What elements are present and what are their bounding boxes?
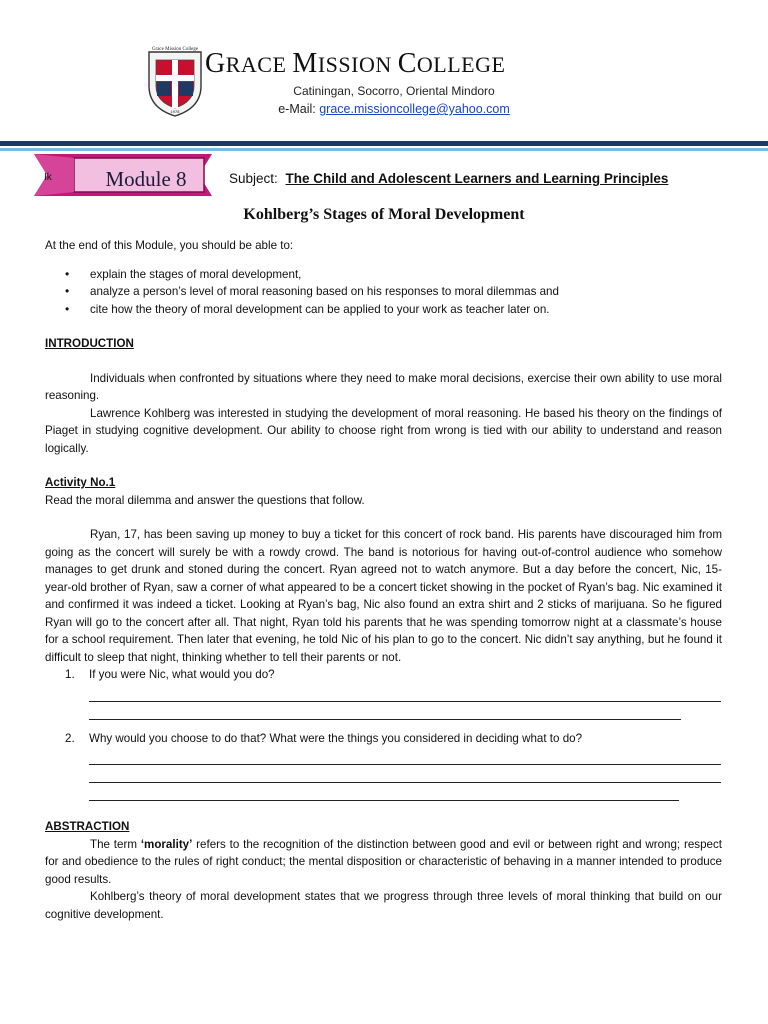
objective-item: • analyze a person’s level of moral reasoning based on his responses to moral dilemmas and [61, 283, 722, 301]
page-header [0, 38, 768, 138]
header-divider-light [0, 148, 768, 151]
document-title: Kohlberg’s Stages of Moral Development [243, 206, 525, 223]
question-number: 2. [65, 731, 75, 745]
introduction-heading: INTRODUCTION [45, 337, 134, 350]
question-text: Why would you choose to do that? What were the things you considered in deciding what to do? [89, 731, 583, 745]
svg-text:1978: 1978 [170, 109, 180, 114]
objectives-intro: At the end of this Module, you should be able to: [45, 239, 294, 252]
school-address: Catiningan, Socorro, Oriental Mindoro [293, 84, 495, 98]
school-name: GRACE MISSION COLLEGE [205, 48, 506, 79]
objectives-list [45, 266, 722, 319]
school-email [0, 102, 768, 116]
answer-line[interactable] [89, 684, 721, 702]
question-2 [45, 730, 722, 748]
subject-value: The Child and Adolescent Learners and Learning Principles [285, 171, 669, 186]
answer-line[interactable] [89, 765, 721, 783]
abstraction-paragraph: Kohlberg’s theory of moral development states that we progress through three levels of moral thinking that build on our cognitive development. [45, 890, 722, 921]
subject-line [229, 171, 668, 186]
question-text: If you were Nic, what would you do? [89, 668, 275, 681]
activity-instruction: Read the moral dilemma and answer the questions that follow. [45, 493, 365, 507]
document-body [45, 237, 722, 923]
moral-dilemma-story: Ryan, 17, has been saving up money to buy a ticket for this concert of rock band. His parents have discouraged him from going as the concert will surely be with a rowdy crowd. The band is notorious for having out-of-control audience who somehow manages to get drunk and stoned during the concert. Ryan agreed not to watch anymore. But a day before the concert, Nic, 15-year-old brother of Ryan, saw a corner of what appeared to be a concert ticket showing in the pocket of Ryan’s bag. Nic examined it and confirmed it was indeed a ticket. Looking at Ryan’s bag, Nic also found an extra shirt and 2 sticks of marijuana. So he figured Ryan will go to the concert after all. That night, Ryan told his parents that he was spending tomorrow night at a classmate’s house for a school requirement. Then later that evening, he told Nic of his plan to go to the concert. Nic didn’t say anything, but he found it difficult to sleep that night, thinking whether to tell their parents or not. [45, 528, 722, 664]
email-link[interactable]: grace.missioncollege@yahoo.com [319, 102, 510, 116]
header-divider-dark [0, 141, 768, 146]
morality-term: ‘morality’ [140, 837, 193, 851]
activity-heading: Activity No.1 [45, 476, 116, 489]
svg-text:Grace Mission College: Grace Mission College [151, 47, 199, 52]
module-label: Module 8 [105, 167, 187, 191]
email-label: e-Mail: [278, 102, 316, 116]
abstraction-paragraph: The term ‘morality’ refers to the recognition of the distinction between good and evil or between right and wrong; respect for and obedience to the rules of right conduct; the mental disposition or characteristic of behaving in a manner intended to produce good results. [45, 837, 722, 886]
question-number: 1. [65, 668, 75, 681]
abstraction-heading: ABSTRACTION [45, 820, 130, 833]
introduction-paragraph: Individuals when confronted by situations where they need to make moral decisions, exercise their own ability to use moral reasoning. [45, 371, 722, 402]
introduction-paragraph: Lawrence Kohlberg was interested in studying the development of moral reasoning. He based his theory on the findings of Piaget in studying cognitive development. Our ability to choose right from wrong is tied with our ability to understand and reason logically. [45, 406, 722, 455]
objective-item: • explain the stages of moral development, [61, 266, 722, 284]
module-badge-mark: Ik [44, 172, 52, 183]
subject-label: Subject: [229, 171, 278, 186]
answer-line[interactable] [89, 747, 721, 765]
objective-item: • cite how the theory of moral development can be applied to your work as teacher later on. [61, 301, 722, 319]
answer-line[interactable] [89, 783, 679, 801]
question-1 [45, 666, 722, 684]
answer-line[interactable] [89, 702, 681, 720]
